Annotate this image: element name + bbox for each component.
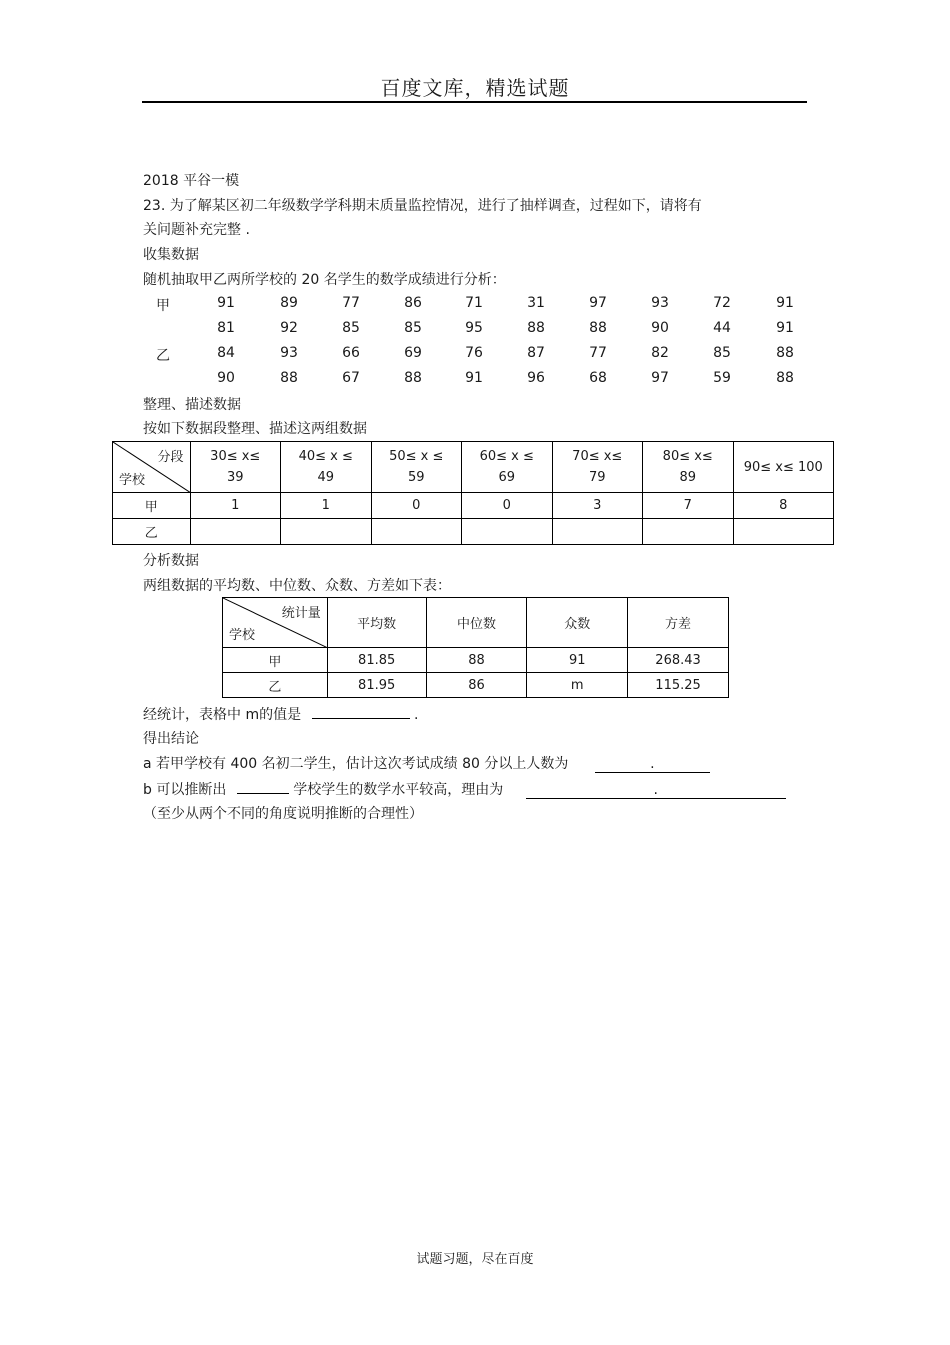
range-header: 80≤ x≤ 89	[643, 442, 734, 493]
school-a-row-2	[143, 320, 823, 340]
school-b-label: 乙	[156, 348, 170, 364]
column-header: 中位数	[426, 598, 527, 648]
score-cell: 93	[280, 345, 298, 361]
question-line-2: 关问题补充完整 .	[143, 222, 250, 238]
score-cell: 88	[776, 345, 794, 361]
conclusion-a-text: a 若甲学校有 400 名初二学生，估计这次考试成绩 80 分以上人数为	[143, 756, 569, 772]
count-cell: 7	[643, 493, 734, 519]
count-cell-empty	[733, 519, 834, 545]
score-cell: 67	[342, 370, 360, 386]
table-row-a	[113, 493, 834, 519]
count-cell-empty	[462, 519, 553, 545]
answer-blank-school[interactable]	[237, 793, 289, 794]
range-header: 50≤ x ≤ 59	[371, 442, 462, 493]
score-cell: 88	[280, 370, 298, 386]
score-cell: 93	[651, 295, 669, 311]
count-cell-empty	[552, 519, 643, 545]
header-rule	[142, 101, 807, 103]
stat-cell: 88	[426, 648, 527, 673]
score-cell: 86	[404, 295, 422, 311]
answer-blank-reason[interactable]	[526, 782, 786, 799]
score-cell: 69	[404, 345, 422, 361]
count-cell: 1	[281, 493, 372, 519]
column-header: 平均数	[327, 598, 426, 648]
count-cell-empty	[190, 519, 281, 545]
score-cell: 77	[342, 295, 360, 311]
statistics-table	[222, 597, 729, 698]
range-header-last: 90≤ x≤ 100	[733, 442, 834, 493]
score-cell: 91	[776, 320, 794, 336]
stat-cell: 81.95	[327, 673, 426, 698]
row-label: 乙	[223, 673, 328, 698]
frequency-table	[112, 441, 834, 545]
stat-cell: 86	[426, 673, 527, 698]
score-cell: 97	[651, 370, 669, 386]
column-header: 众数	[527, 598, 628, 648]
analyze-description: 两组数据的平均数、中位数、众数、方差如下表：	[143, 578, 451, 594]
score-cell: 90	[217, 370, 235, 386]
count-cell: 3	[552, 493, 643, 519]
score-cell: 90	[651, 320, 669, 336]
row-label: 甲	[223, 648, 328, 673]
count-cell-empty	[643, 519, 734, 545]
score-cell: 88	[404, 370, 422, 386]
score-cell: 95	[465, 320, 483, 336]
score-cell: 66	[342, 345, 360, 361]
conclusion-note: （至少从两个不同的角度说明推断的合理性）	[143, 806, 423, 822]
score-cell: 89	[280, 295, 298, 311]
corner-top-label: 统计量	[281, 606, 321, 621]
analyze-heading: 分析数据	[143, 553, 199, 569]
score-cell: 92	[280, 320, 298, 336]
answer-blank-a[interactable]	[595, 756, 710, 773]
range-header: 70≤ x≤ 79	[552, 442, 643, 493]
question-line-1: 23. 为了解某区初二年级数学学科期末质量监控情况，进行了抽样调查，过程如下，请将有	[143, 198, 702, 214]
organize-heading: 整理、描述数据	[143, 397, 241, 413]
school-a-row-1	[143, 295, 823, 315]
corner-cell	[223, 598, 328, 648]
score-cell: 97	[589, 295, 607, 311]
range-header: 40≤ x ≤ 49	[281, 442, 372, 493]
score-cell: 96	[527, 370, 545, 386]
school-b-row-2	[143, 370, 823, 390]
score-cell: 71	[465, 295, 483, 311]
stat-cell: m	[527, 673, 628, 698]
conclusion-heading: 得出结论	[143, 731, 199, 747]
score-cell: 91	[217, 295, 235, 311]
score-cell: 68	[589, 370, 607, 386]
score-cell: 91	[465, 370, 483, 386]
score-cell: 88	[589, 320, 607, 336]
score-cell: 85	[713, 345, 731, 361]
score-cell: 88	[776, 370, 794, 386]
row-label: 乙	[113, 519, 191, 545]
table-row-a	[223, 648, 729, 673]
stat-cell: 115.25	[628, 673, 729, 698]
corner-bottom-label: 学校	[119, 473, 146, 488]
row-label: 甲	[113, 493, 191, 519]
conclusion-b	[143, 779, 786, 799]
range-header: 30≤ x≤ 39	[190, 442, 281, 493]
count-cell-empty	[281, 519, 372, 545]
table-row-b	[223, 673, 729, 698]
answer-blank-m[interactable]	[312, 718, 410, 719]
table-header-row	[113, 442, 834, 493]
collect-description: 随机抽取甲乙两所学校的 20 名学生的数学成绩进行分析：	[143, 272, 506, 288]
page-title: 百度文库，精选试题	[380, 76, 570, 100]
column-header: 方差	[628, 598, 729, 648]
school-a-label: 甲	[156, 298, 170, 314]
stat-cell: 91	[527, 648, 628, 673]
count-cell: 1	[190, 493, 281, 519]
score-cell: 91	[776, 295, 794, 311]
blank-dot: .	[653, 782, 658, 798]
conclusion-b-text-2: 学校学生的数学水平较高，理由为	[293, 782, 504, 798]
m-question	[143, 704, 418, 724]
score-cell: 85	[404, 320, 422, 336]
m-end: .	[414, 707, 419, 723]
collect-heading: 收集数据	[143, 247, 199, 263]
score-cell: 87	[527, 345, 545, 361]
score-cell: 31	[527, 295, 545, 311]
range-header: 60≤ x ≤ 69	[462, 442, 553, 493]
school-b-row-1	[143, 345, 823, 365]
blank-dot: .	[650, 756, 655, 772]
source-label: 2018 平谷一模	[143, 173, 240, 189]
corner-cell	[113, 442, 191, 493]
score-cell: 77	[589, 345, 607, 361]
corner-bottom-label: 学校	[229, 628, 256, 643]
page-footer: 试题习题，尽在百度	[416, 1252, 534, 1267]
score-cell: 88	[527, 320, 545, 336]
score-cell: 59	[713, 370, 731, 386]
stat-cell: 81.85	[327, 648, 426, 673]
m-prompt: 经统计，表格中 m的值是	[143, 707, 302, 723]
conclusion-a	[143, 753, 710, 773]
score-cell: 44	[713, 320, 731, 336]
organize-description: 按如下数据段整理、描述这两组数据	[143, 421, 367, 437]
score-cell: 81	[217, 320, 235, 336]
score-cell: 85	[342, 320, 360, 336]
count-cell-empty	[371, 519, 462, 545]
score-cell: 76	[465, 345, 483, 361]
score-cell: 72	[713, 295, 731, 311]
count-cell: 0	[371, 493, 462, 519]
table-row-b	[113, 519, 834, 545]
corner-top-label: 分段	[157, 450, 184, 465]
count-cell: 8	[733, 493, 834, 519]
stat-cell: 268.43	[628, 648, 729, 673]
table-header-row	[223, 598, 729, 648]
score-cell: 84	[217, 345, 235, 361]
conclusion-b-text-1: b 可以推断出	[143, 782, 227, 798]
score-cell: 82	[651, 345, 669, 361]
count-cell: 0	[462, 493, 553, 519]
